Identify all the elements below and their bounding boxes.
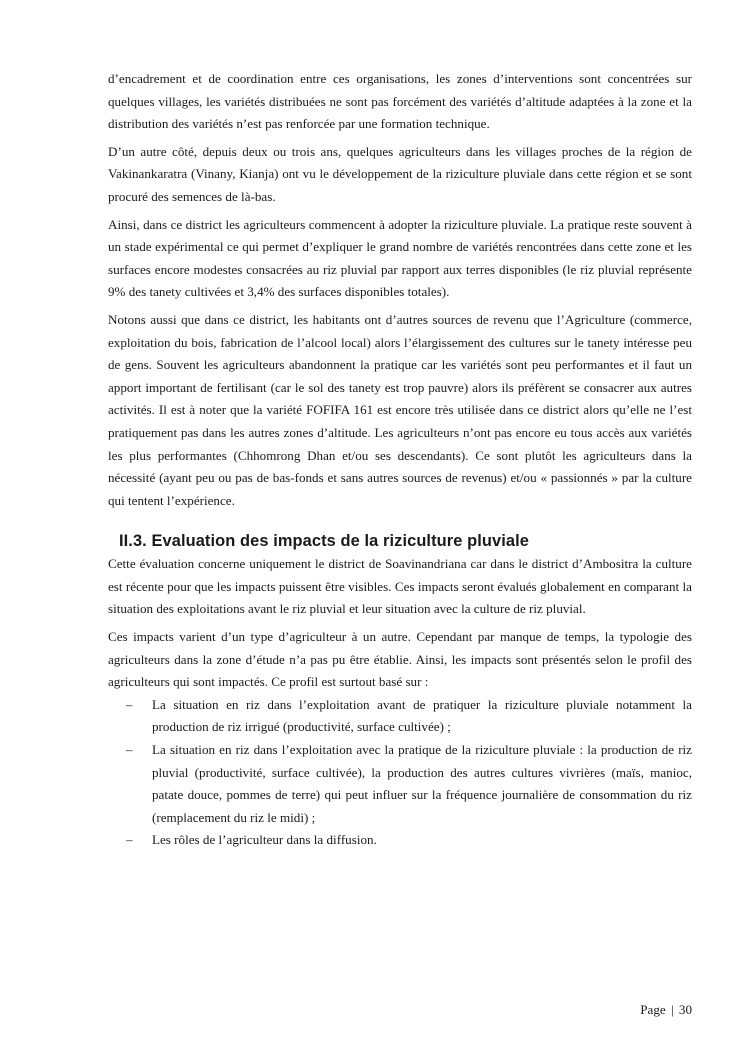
body-paragraph: d’encadrement et de coordination entre ces organisations, les zones d’interventions sont concentrées sur quelques villages, les variétés distribuées ne sont pas forcément des variétés d’altitude adaptées à la zone et la distribution des variétés n’est pas renforcée par une formation technique. xyxy=(108,71,692,132)
page-footer xyxy=(640,1000,692,1020)
body-paragraph: D’un autre côté, depuis deux ou trois ans, quelques agriculteurs dans les villages proches de la région de Vakinankaratra (Vinany, Kianja) ont vu le développement de la riziculture pluviale dans cette région et se sont procuré des semences de là-bas. xyxy=(108,143,692,204)
body-paragraph: Cette évaluation concerne uniquement le district de Soavinandriana car dans le district d’Ambositra la culture est récente pour que les impacts puissent être visibles. Ces impacts seront évalués globalement en comparant la situation des exploitations avant le riz pluvial et leur situation avec la culture de riz pluvial. xyxy=(108,556,692,617)
list-item-text: La situation en riz dans l’exploitation avant de pratiquer la riziculture pluviale notamment la production de riz irrigué (productivité, surface cultivée) ; xyxy=(152,696,692,735)
footer-separator: | xyxy=(671,1002,674,1017)
dash-bullet: – xyxy=(126,832,133,848)
section-heading: II.3. Evaluation des impacts de la riziculture pluviale xyxy=(119,532,529,551)
dash-bullet: – xyxy=(126,742,133,758)
list-item xyxy=(108,739,692,829)
dash-list xyxy=(108,694,692,852)
body-paragraph: Ces impacts varient d’un type d’agriculteur à un autre. Cependant par manque de temps, la typologie des agriculteurs dans la zone d’étude n’a pas pu être établie. Ainsi, les impacts sont présentés selon le profil des agriculteurs qui sont impactés. Ce profil est surtout basé sur : xyxy=(108,629,692,690)
list-item-text: Les rôles de l’agriculteur dans la diffusion. xyxy=(152,832,377,848)
body-paragraph: Notons aussi que dans ce district, les habitants ont d’autres sources de revenu que l’Agriculture (commerce, exploitation du bois, fabrication de l’alcool local) alors l’élargissement des cultures sur le tanety intéresse peu de gens. Souvent les agriculteurs abandonnent la pratique car les variétés sont peu performantes et il faut un apport important de fertilisant (car le sol des tanety est trop pauvre) alors ils préfèrent se consacrer aux autres activités. Il est à noter que la variété FOFIFA 161 est encore très utilisée dans ce district alors qu’elle ne l’est pratiquement pas dans les autres zones d’altitude. Les agriculteurs n’ont pas encore eu tous accès aux variétés les plus performantes (Chhomrong Dhan et/ou ses descendants). Ce sont plutôt les agriculteurs dans la nécessité (ayant peu ou pas de bas-fonds et sans autres sources de revenus) et/ou « passionnés » par la culture qui tentent l’expérience. xyxy=(108,311,692,508)
page-number: 30 xyxy=(678,1002,692,1017)
dash-bullet: – xyxy=(126,696,133,712)
list-item-text: La situation en riz dans l’exploitation avec la pratique de la riziculture pluviale : la production de riz pluvial (productivité, surface cultivée), la production des autres cultures vivrières (maïs, manioc, patate douce, pommes de terre) qui peut influer sur la fréquence journalière de consommation du riz (remplacement du riz le midi) ; xyxy=(152,742,692,825)
body-paragraph: Ainsi, dans ce district les agriculteurs commencent à adopter la riziculture pluviale. La pratique reste souvent à un stade expérimental ce qui permet d’expliquer le grand nombre de variétés rencontrées dans cette zone et les surfaces encore modestes consacrées au riz pluvial par rapport aux terres disponibles (le riz pluvial représente 9% des tanety cultivées et 3,4% des surfaces disponibles totales). xyxy=(108,216,692,300)
list-item xyxy=(108,829,692,852)
page-label: Page xyxy=(640,1002,666,1017)
list-item xyxy=(108,694,692,739)
page-content xyxy=(108,68,692,852)
